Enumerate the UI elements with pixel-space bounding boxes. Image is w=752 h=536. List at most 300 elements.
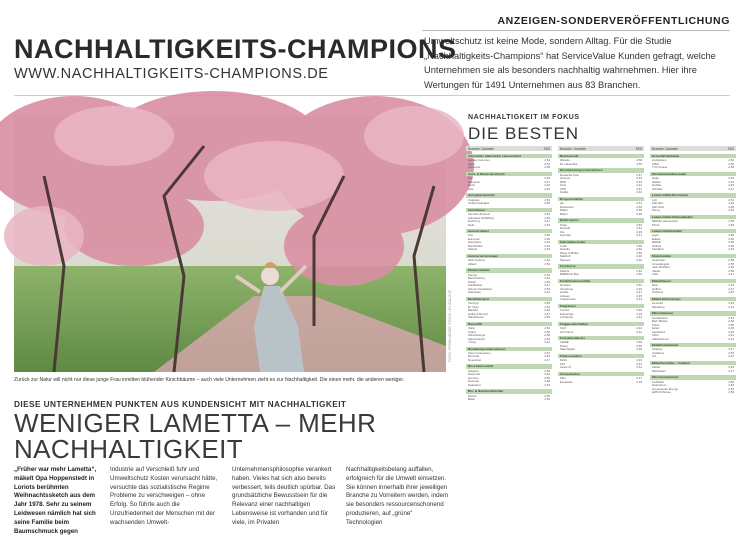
company-name: Lila Bäcker bbox=[468, 283, 483, 288]
rankings-category: Alternative pflanzliche Lebensmittel bbox=[466, 154, 552, 158]
company-name: Edeka bbox=[652, 236, 661, 241]
company-score: 2,46 bbox=[636, 272, 642, 277]
company-score: 2,49 bbox=[728, 365, 734, 370]
rankings-header bbox=[650, 146, 736, 151]
company-name: TUI Cruises bbox=[652, 165, 668, 170]
company-name: Naturland bbox=[468, 382, 481, 387]
rankings-row bbox=[466, 262, 552, 266]
company-score: 2,42 bbox=[728, 336, 734, 341]
company-name: Holidu bbox=[560, 290, 569, 295]
company-score: 2,42 bbox=[636, 183, 642, 188]
company-score: 2,49 bbox=[544, 279, 550, 284]
company-score: 2,47 bbox=[728, 272, 734, 277]
company-score: 2,50 bbox=[636, 250, 642, 255]
company-score: 2,57 bbox=[636, 201, 642, 206]
company-score: 2,44 bbox=[544, 340, 550, 345]
company-name: REWE bbox=[652, 240, 661, 245]
company-score: 2,51 bbox=[544, 276, 550, 281]
company-name: Rossmann bbox=[560, 204, 574, 209]
company-score: 2,53 bbox=[544, 372, 550, 377]
company-name: Lufthansa bbox=[560, 315, 573, 320]
company-name: Hüttig & Rompf bbox=[468, 311, 488, 316]
company-score: 2,49 bbox=[544, 176, 550, 181]
rankings-row bbox=[650, 223, 736, 227]
rankings-category: Lebensmittelhändler bbox=[650, 229, 736, 233]
rankings-category: Fahrradhersteller bbox=[558, 240, 644, 244]
company-name: Ditsch bbox=[468, 279, 477, 284]
company-score: 2,45 bbox=[544, 286, 550, 291]
company-name: Schüller bbox=[652, 186, 663, 191]
company-name: Ytong bbox=[468, 340, 476, 345]
company-name: BlaBlaCar Bus bbox=[560, 272, 579, 277]
rankings-row bbox=[650, 165, 736, 169]
rankings-kicker: NACHHALTIGKEIT IM FOKUS bbox=[468, 114, 580, 121]
company-score: 2,45 bbox=[636, 293, 642, 298]
company-score: 2,47 bbox=[544, 219, 550, 224]
company-name: November bbox=[468, 357, 482, 362]
company-name: Casamundo bbox=[560, 297, 576, 302]
company-name: FedEx bbox=[560, 190, 569, 195]
company-score: 2,52 bbox=[728, 236, 734, 241]
company-score: 2,50 bbox=[728, 219, 734, 224]
company-score: 2,50 bbox=[728, 240, 734, 245]
company-score: 2,52 bbox=[728, 158, 734, 163]
company-name: Lidl bbox=[652, 197, 657, 202]
company-name: tegut bbox=[652, 233, 659, 238]
company-score: 2,41 bbox=[636, 186, 642, 191]
company-score: 2,51 bbox=[544, 350, 550, 355]
company-name: Steinecke bbox=[468, 290, 481, 295]
header-divider bbox=[14, 95, 730, 96]
rankings-row bbox=[650, 337, 736, 341]
company-name: KLM bbox=[560, 326, 566, 331]
company-score: 2,47 bbox=[544, 311, 550, 316]
company-score: 2,45 bbox=[636, 176, 642, 181]
company-name: Höffner bbox=[652, 286, 662, 291]
company-name: Basic bbox=[468, 397, 476, 402]
rankings-category: Kreuzfahrtanbieter bbox=[650, 154, 736, 158]
company-score: 2,47 bbox=[636, 376, 642, 381]
company-score: 2,48 bbox=[728, 243, 734, 248]
rankings-row bbox=[558, 258, 644, 262]
company-name: clever fit bbox=[560, 365, 571, 370]
company-score: 2,43 bbox=[728, 354, 734, 359]
rankings-row bbox=[558, 330, 644, 334]
rankings-score-header: SKS bbox=[727, 147, 734, 151]
rankings-category: Möbelhäuser bbox=[650, 279, 736, 283]
company-score: 2,45 bbox=[728, 350, 734, 355]
company-score: 2,47 bbox=[636, 290, 642, 295]
rankings-category: Baustoffe bbox=[466, 322, 552, 326]
company-score: 2,44 bbox=[728, 304, 734, 309]
rankings-score-header: SKS bbox=[635, 147, 642, 151]
company-score: 2,46 bbox=[636, 257, 642, 262]
company-score: 2,54 bbox=[636, 222, 642, 227]
company-name: Wiener Feinbäcker bbox=[468, 286, 493, 291]
company-score: 2,53 bbox=[728, 176, 734, 181]
company-name: Weleda bbox=[560, 158, 570, 163]
rankings-row bbox=[558, 162, 644, 166]
company-score: 2,58 bbox=[728, 258, 734, 263]
company-name: Back-Factory bbox=[468, 276, 486, 281]
company-score: 2,49 bbox=[544, 215, 550, 220]
company-score: 2,56 bbox=[728, 379, 734, 384]
rankings-row bbox=[466, 340, 552, 344]
rankings-row bbox=[650, 272, 736, 276]
article-column-4: Nachhaltigkeitsbelang auffallen, erfolgreich für die Umwelt einsetzen. Sie können innerhalb ihrer jeweiligen Branche zu Vorreitern werden, indem sie besonders ressourcenschonend produzieren, auf „grüne“ Technologien bbox=[346, 466, 449, 526]
company-score: 2,44 bbox=[636, 361, 642, 366]
company-name: Ikea bbox=[652, 283, 658, 288]
company-score: 2,48 bbox=[544, 236, 550, 241]
rankings-category: Fluggesellschaften bbox=[558, 322, 644, 326]
company-score: 2,46 bbox=[636, 358, 642, 363]
photo-caption: Zurück zur Natur will nicht nur diese junge Frau inmitten blühender Kirschbäume – auch viele Unternehmen zieht es zur Nachhaltigkeit. Die einen mehr, die anderen weniger. bbox=[14, 377, 405, 383]
company-name: Europcar bbox=[468, 179, 480, 184]
company-score: 2,50 bbox=[544, 233, 550, 238]
company-score: 2,53 bbox=[636, 340, 642, 345]
rankings-row bbox=[650, 247, 736, 251]
company-name: REWE Lieferservice bbox=[652, 219, 678, 224]
company-score: 2,48 bbox=[728, 165, 734, 170]
company-name: Vodafone bbox=[652, 350, 665, 355]
company-name: Sixt bbox=[468, 233, 473, 238]
rankings-header-label: Branche / Anbieter bbox=[560, 147, 587, 151]
company-name: Atraveo bbox=[560, 293, 570, 298]
company-name: Naturstrom bbox=[652, 383, 667, 388]
rankings-row bbox=[466, 247, 552, 251]
company-name: Buchbinder bbox=[468, 243, 483, 248]
company-name: Novasol bbox=[560, 283, 571, 288]
company-name: Apollinaris bbox=[652, 329, 666, 334]
company-score: 2,46 bbox=[728, 329, 734, 334]
company-score: 2,47 bbox=[544, 283, 550, 288]
company-name: XXXLutz bbox=[652, 290, 664, 295]
company-name: Evian bbox=[652, 326, 660, 331]
article-lead: „Früher war mehr Lametta“, mäkelt Opa Hoppenstedt in Loriots berühmten Weihnachtssketch aus dem Jahr 1978. Sehr zu seinem Leidwesen nämlich hat sich seine Familie beim Baumschmuck gegen bbox=[14, 466, 97, 535]
company-score: 2,48 bbox=[544, 165, 550, 170]
rankings-row bbox=[466, 358, 552, 362]
company-score: 2,54 bbox=[544, 158, 550, 163]
company-score: 2,54 bbox=[728, 383, 734, 388]
rankings-row bbox=[466, 165, 552, 169]
rankings-category: Friseurketten bbox=[558, 372, 644, 376]
company-name: Kaufland bbox=[652, 247, 664, 252]
company-score: 2,49 bbox=[728, 283, 734, 288]
company-name: Kia bbox=[560, 229, 565, 234]
company-score: 2,46 bbox=[728, 301, 734, 306]
company-score: 2,50 bbox=[728, 161, 734, 166]
company-name: Bad Vilbeler bbox=[652, 319, 668, 324]
company-name: Greenpeace Energy bbox=[652, 386, 678, 391]
company-name: Stevens bbox=[560, 257, 571, 262]
rankings-category: Autoversicherungen bbox=[466, 254, 552, 258]
rankings-category: Lebensmittel-Discounter bbox=[650, 193, 736, 197]
rankings-category: Autoglasreparatur bbox=[466, 193, 552, 197]
rankings-category: Autohäuser bbox=[466, 208, 552, 212]
company-score: 2,48 bbox=[728, 222, 734, 227]
company-name: GLS bbox=[560, 183, 566, 188]
company-name: CEWE bbox=[560, 340, 569, 345]
rankings-table bbox=[466, 146, 736, 516]
company-score: 2,47 bbox=[636, 233, 642, 238]
company-name: Essanelle bbox=[560, 379, 573, 384]
company-name: Ahorn Grieneisen bbox=[468, 350, 491, 355]
company-score: 2,46 bbox=[728, 208, 734, 213]
company-name: Nobilia bbox=[652, 183, 661, 188]
company-name: Interhome bbox=[560, 286, 574, 291]
rankings-header-label: Branche / Anbieter bbox=[652, 147, 679, 151]
rankings-row bbox=[650, 369, 736, 373]
company-name: McFit bbox=[560, 358, 568, 363]
company-score: 2,54 bbox=[728, 315, 734, 320]
company-score: 2,46 bbox=[544, 183, 550, 188]
rankings-category: Fernbusse bbox=[558, 264, 644, 268]
company-score: 2,43 bbox=[544, 247, 550, 252]
company-score: 2,52 bbox=[544, 212, 550, 217]
rankings-row bbox=[558, 365, 644, 369]
company-name: Alpro bbox=[468, 161, 475, 166]
photo-credit: FOTO: FROM ADOBE STOCK / ELISALOVE bbox=[448, 290, 452, 362]
company-name: Avis bbox=[468, 186, 474, 191]
company-score: 2,46 bbox=[728, 247, 734, 252]
company-score: 2,55 bbox=[636, 243, 642, 248]
rankings-score-header: SKS bbox=[543, 147, 550, 151]
company-name: Dello bbox=[468, 222, 475, 227]
company-score: 2,43 bbox=[636, 311, 642, 316]
company-score: 2,55 bbox=[544, 301, 550, 306]
company-score: 2,50 bbox=[728, 390, 734, 395]
company-score: 2,50 bbox=[544, 375, 550, 380]
rankings-row bbox=[466, 223, 552, 227]
rankings-category: Bio-Lebensmittel bbox=[466, 364, 552, 368]
company-score: 2,53 bbox=[544, 197, 550, 202]
company-score: 2,55 bbox=[544, 393, 550, 398]
company-name: Vemondo bbox=[468, 165, 481, 170]
company-name: Tesla bbox=[560, 222, 567, 227]
company-name: Lichtblick bbox=[652, 379, 664, 384]
company-name: Hyundai bbox=[560, 233, 571, 238]
company-name: Allianz bbox=[468, 261, 477, 266]
company-name: dm bbox=[560, 201, 565, 206]
rankings-row bbox=[466, 397, 552, 401]
company-name: Baufi24 bbox=[468, 308, 478, 313]
company-name: Häcker bbox=[652, 179, 662, 184]
rankings-category: Autovermieter bbox=[466, 229, 552, 233]
company-name: Jack Wolfskin bbox=[652, 265, 670, 270]
company-score: 2,45 bbox=[728, 290, 734, 295]
rankings-category: Flugreisen bbox=[558, 304, 644, 308]
company-name: Picnic bbox=[652, 222, 660, 227]
company-score: 2,53 bbox=[544, 326, 550, 331]
company-score: 2,52 bbox=[728, 265, 734, 270]
rankings-row bbox=[558, 190, 644, 194]
company-score: 2,49 bbox=[544, 308, 550, 313]
rankings-category: Fotodienstleister bbox=[558, 336, 644, 340]
section-label: ANZEIGEN-SONDERVERÖFFENTLICHUNG bbox=[497, 15, 730, 27]
rankings-category: Mobilfunkanbieter bbox=[650, 343, 736, 347]
company-name: Autohaus Wolfsburg bbox=[468, 215, 494, 220]
article-kicker: DIESE UNTERNEHMEN PUNKTEN AUS KUNDENSICHT MIT NACHHALTIGKEIT bbox=[14, 399, 347, 409]
company-score: 2,50 bbox=[544, 261, 550, 266]
company-name: Carglass bbox=[468, 197, 480, 202]
company-name: Porsche Zentrum bbox=[468, 212, 491, 217]
company-name: Kettler bbox=[652, 365, 661, 370]
rankings-row bbox=[558, 380, 644, 384]
company-name: FitX bbox=[560, 361, 566, 366]
company-name: Globus bbox=[652, 243, 662, 248]
company-name: Kalkhoff bbox=[560, 254, 571, 259]
rankings-row bbox=[650, 354, 736, 358]
section-rule bbox=[422, 30, 730, 31]
website-url[interactable]: WWW.NACHHALTIGKEITS-CHAMPIONS.DE bbox=[14, 66, 329, 82]
company-name: Europcar bbox=[468, 236, 480, 241]
company-score: 2,44 bbox=[636, 326, 642, 331]
company-score: 2,45 bbox=[544, 186, 550, 191]
company-name: Demeter bbox=[468, 379, 480, 384]
intro-text: Umweltschutz ist keine Mode, sondern Alltag. Für die Studie „Nachhaltigkeits-Champions“ hat ServiceValue Kunden gefragt, welche Unternehmen sie als besonders nachhaltig wahrnehmen. Hier ihre Wertungen für 1491 Unternehmen aus 83 Branchen. bbox=[424, 36, 716, 90]
company-score: 2,56 bbox=[544, 368, 550, 373]
company-score: 2,49 bbox=[728, 183, 734, 188]
company-score: 2,49 bbox=[636, 286, 642, 291]
company-score: 2,48 bbox=[544, 333, 550, 338]
company-name: Gazelle bbox=[560, 247, 570, 252]
article-headline: WENIGER LAMETTA – MEHR NACHHALTIGKEIT bbox=[14, 408, 377, 464]
company-name: UPS bbox=[560, 186, 566, 191]
company-score: 2,52 bbox=[728, 319, 734, 324]
company-score: 2,45 bbox=[636, 379, 642, 384]
company-score: 2,52 bbox=[544, 304, 550, 309]
company-name: Gerolsteiner bbox=[652, 315, 668, 320]
rankings-category: Ökostromanbieter bbox=[650, 375, 736, 379]
rankings-column bbox=[650, 146, 736, 394]
company-name: Volvic bbox=[652, 322, 660, 327]
company-name: Interhyp bbox=[468, 301, 479, 306]
company-name: Eurowings bbox=[560, 311, 574, 316]
company-score: 2,52 bbox=[544, 397, 550, 402]
company-score: 2,54 bbox=[544, 272, 550, 277]
page-title: NACHHALTIGKEITS-CHAMPIONS bbox=[14, 34, 457, 64]
rankings-row bbox=[558, 272, 644, 276]
company-score: 2,42 bbox=[636, 329, 642, 334]
company-name: C&A bbox=[652, 272, 658, 277]
company-name: Air France bbox=[560, 329, 574, 334]
company-name: Hurtigruten bbox=[652, 158, 667, 163]
company-score: 2,44 bbox=[728, 333, 734, 338]
company-score: 2,48 bbox=[728, 204, 734, 209]
company-score: 2,44 bbox=[544, 290, 550, 295]
company-name: Penny bbox=[652, 208, 661, 213]
rankings-category: Lebensmittel-Onlinehändler bbox=[650, 215, 736, 219]
company-name: Starcar bbox=[468, 247, 478, 252]
company-score: 2,51 bbox=[728, 197, 734, 202]
company-score: 2,58 bbox=[636, 158, 642, 163]
company-score: 2,47 bbox=[728, 368, 734, 373]
company-name: Klier bbox=[560, 376, 566, 381]
rankings-row bbox=[650, 305, 736, 309]
company-name: Dr. Klein bbox=[468, 304, 479, 309]
company-name: Hertz bbox=[468, 183, 475, 188]
company-score: 2,47 bbox=[728, 286, 734, 291]
company-name: Aldi Süd bbox=[652, 201, 663, 206]
company-score: 2,42 bbox=[636, 315, 642, 320]
company-score: 2,50 bbox=[636, 343, 642, 348]
company-name: Garden Gourmet bbox=[468, 158, 490, 163]
company-name: Condor bbox=[560, 308, 570, 313]
company-score: 2,51 bbox=[636, 226, 642, 231]
company-score: 2,47 bbox=[728, 347, 734, 352]
company-score: 2,49 bbox=[544, 354, 550, 359]
company-score: 2,49 bbox=[636, 229, 642, 234]
company-name: DPD bbox=[560, 179, 567, 184]
company-score: 2,42 bbox=[636, 365, 642, 370]
company-name: Nolte bbox=[652, 176, 659, 181]
rankings-category: Bio- & Naturkosthändler bbox=[466, 389, 552, 393]
company-score: 2,50 bbox=[544, 329, 550, 334]
rankings-category: Bäckereiketten bbox=[466, 268, 552, 272]
rankings-category: Dienstleistungsunternehmen bbox=[558, 168, 644, 172]
company-score: 2,50 bbox=[728, 322, 734, 327]
company-score: 2,50 bbox=[544, 201, 550, 206]
company-score: 2,52 bbox=[544, 258, 550, 263]
company-name: Müller bbox=[560, 208, 568, 213]
company-score: 2,51 bbox=[636, 283, 642, 288]
company-score: 2,50 bbox=[728, 268, 734, 273]
rankings-category: Fitnessstudios bbox=[558, 354, 644, 358]
company-score: 2,48 bbox=[544, 379, 550, 384]
company-name: Sixt bbox=[468, 176, 473, 181]
rankings-header bbox=[558, 146, 644, 151]
company-name: Adelholzener bbox=[652, 336, 669, 341]
company-name: Wienerberger bbox=[468, 333, 486, 338]
company-name: Hessnatur bbox=[652, 258, 666, 263]
company-name: Renault bbox=[560, 226, 570, 231]
rankings-category: Küchenmöbelhersteller bbox=[650, 172, 736, 176]
rankings-category: Modehändler bbox=[650, 254, 736, 258]
company-score: 2,52 bbox=[728, 386, 734, 391]
company-score: 2,48 bbox=[636, 211, 642, 216]
company-score: 2,54 bbox=[636, 204, 642, 209]
article-column-3: Unternehmensphilosophie verankert haben. Vieles hat sich also bereits verbessert, teils deutlich spürbar. Das grundsätzliche Bewusstsein für die Relevanz einer nachhaltigen Lebensweise ist vorhanden und für viele, im Privaten bbox=[232, 466, 336, 526]
company-name: Vittel bbox=[652, 333, 659, 338]
company-score: 2,49 bbox=[636, 268, 642, 273]
rankings-row bbox=[466, 315, 552, 319]
company-score: 2,40 bbox=[636, 190, 642, 195]
company-score: 2,49 bbox=[728, 201, 734, 206]
company-name: Hermes bbox=[560, 176, 571, 181]
rankings-row bbox=[466, 201, 552, 205]
company-score: 2,47 bbox=[544, 179, 550, 184]
company-name: EWS Schönau bbox=[652, 390, 671, 395]
rankings-category: Baufinanzierer bbox=[466, 297, 552, 301]
company-name: Junited Autoglas bbox=[468, 201, 490, 206]
company-name: Alnatura bbox=[468, 368, 479, 373]
company-name: O2 bbox=[652, 354, 656, 359]
company-score: 2,47 bbox=[636, 172, 642, 177]
company-score: 2,45 bbox=[636, 308, 642, 313]
company-score: 2,50 bbox=[636, 208, 642, 213]
rankings-row bbox=[650, 208, 736, 212]
rankings-row bbox=[558, 297, 644, 301]
rankings-category: Ferienhausvermittler bbox=[558, 279, 644, 283]
company-name: Home24 bbox=[652, 301, 663, 306]
rankings-column bbox=[466, 146, 552, 401]
company-name: Emil Frey bbox=[468, 219, 481, 224]
rankings-category: Auto- & Motorrad-Verleih bbox=[466, 172, 552, 176]
company-name: PlanetHome bbox=[468, 315, 484, 320]
rankings-category: Möbel-Onlineshops bbox=[650, 297, 736, 301]
rankings-row bbox=[558, 315, 644, 319]
company-name: dennree bbox=[468, 375, 479, 380]
